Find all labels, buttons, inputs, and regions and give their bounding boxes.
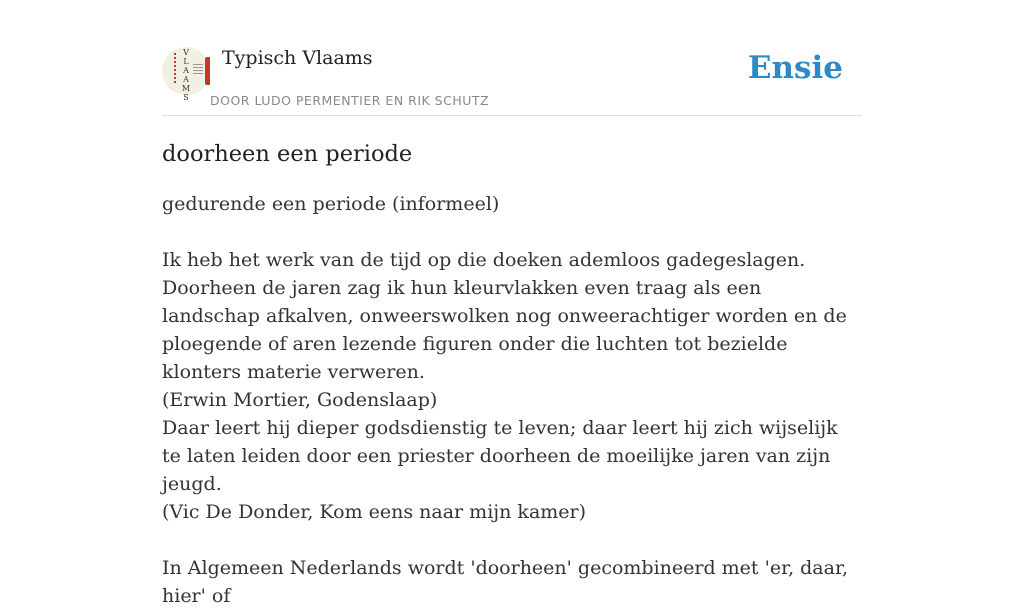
example-source-1: (Erwin Mortier, Godenslaap) bbox=[162, 389, 438, 411]
typisch-vlaams-logo[interactable] bbox=[162, 47, 210, 102]
definition: gedurende een periode (informeel) bbox=[162, 193, 500, 215]
byline: DOOR LUDO PERMENTIER EN RIK SCHUTZ bbox=[210, 93, 490, 108]
paragraph-gap bbox=[162, 526, 862, 554]
example-quote-1: Ik heb het werk van de tijd op die doeken ademloos gadegeslagen. Doorheen de jaren zag ik hun kleurvlakken even traag als een landschap afkalven, onweerswolken nog onweerachtiger worden en de ploegende of aren lezende figuren onder die luchten tot bezielde klonters materie verweren. bbox=[162, 249, 847, 383]
ensie-logo[interactable]: Ensie bbox=[747, 50, 843, 86]
entry-body bbox=[162, 190, 862, 610]
logo-letters: VLAAMS bbox=[181, 48, 191, 102]
entry-title: doorheen een periode bbox=[162, 141, 413, 167]
logo-dots-decoration bbox=[174, 53, 178, 83]
logo-stripe-decoration bbox=[205, 57, 210, 85]
usage-note: In Algemeen Nederlands wordt 'doorheen' gecombineerd met 'er, daar, hier' of bbox=[162, 557, 848, 607]
paragraph-gap bbox=[162, 218, 862, 246]
blog-title[interactable]: Typisch Vlaams bbox=[222, 47, 373, 69]
logo-lines-decoration bbox=[193, 64, 203, 76]
example-source-2: (Vic De Donder, Kom eens naar mijn kamer) bbox=[162, 501, 587, 523]
entry-content bbox=[162, 138, 862, 610]
example-quote-2: Daar leert hij dieper godsdienstig te leven; daar leert hij zich wijselijk te laten leiden door een priester doorheen de moeilijke jaren van zijn jeugd. bbox=[162, 417, 838, 495]
site-header bbox=[162, 44, 862, 116]
